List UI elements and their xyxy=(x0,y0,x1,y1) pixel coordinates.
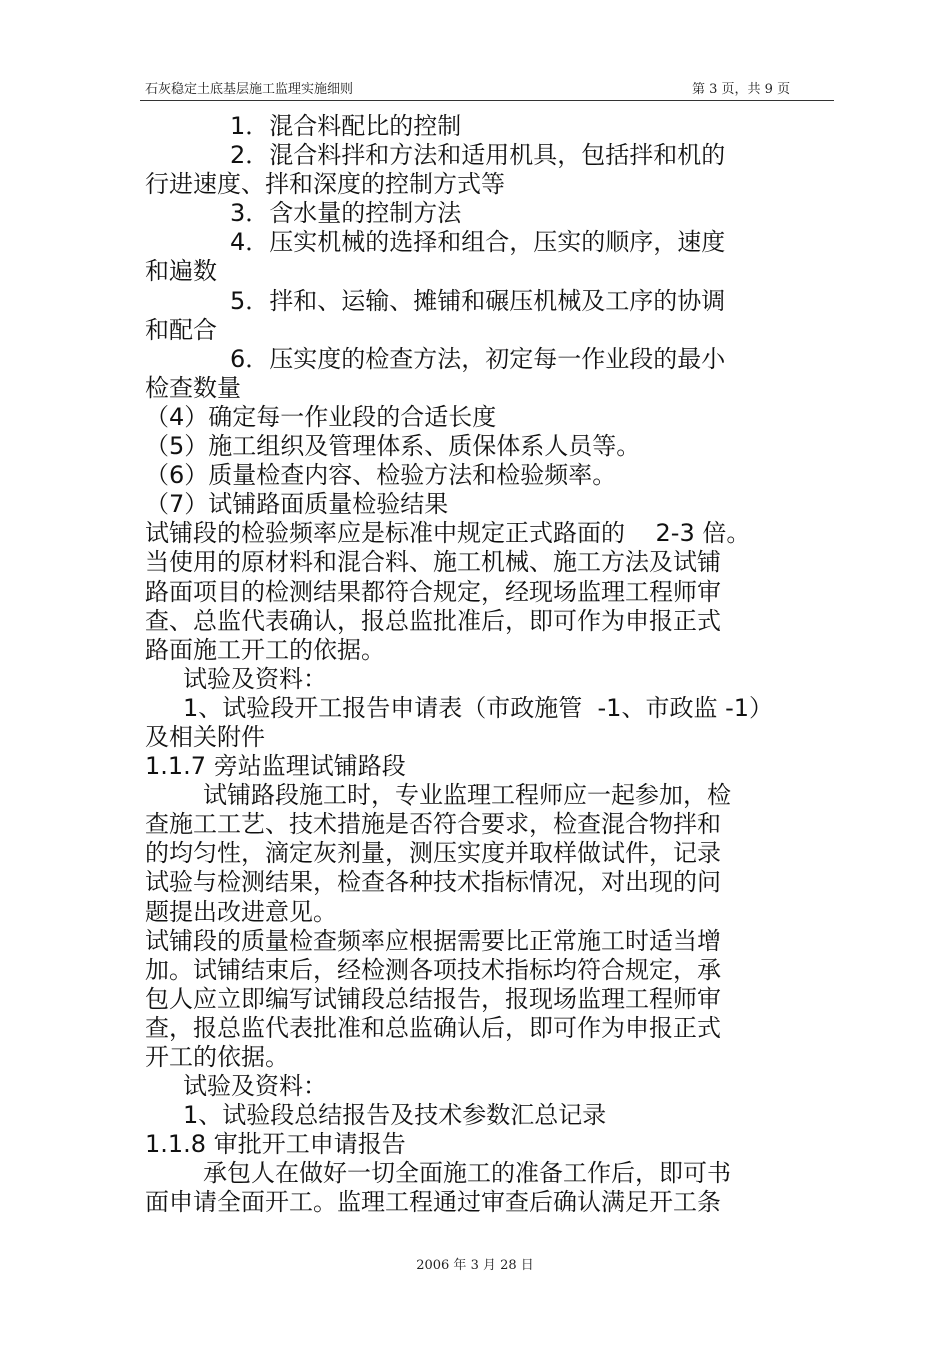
text-line: 和配合 xyxy=(145,315,217,344)
text-line: 1、试验段开工报告申请表（市政施管 -1、市政监 -1） xyxy=(183,693,774,722)
header-divider xyxy=(140,100,834,101)
document-body xyxy=(145,112,835,1218)
text-line: （7）试铺路面质量检验结果 xyxy=(145,490,449,519)
text-line: 和遍数 xyxy=(145,257,217,286)
header-title: 石灰稳定土底基层施工监理实施细则 xyxy=(145,82,354,97)
text-line: 2．混合料拌和方法和适用机具，包括拌和机的 xyxy=(230,141,726,170)
section-heading: 1.1.7 旁站监理试铺路段 xyxy=(145,752,406,781)
text-line: 路面施工开工的依据。 xyxy=(145,635,385,664)
footer-date: 2006 年 3 月 28 日 xyxy=(416,1258,534,1273)
text-line: 试铺路段施工时，专业监理工程师应一起参加，检 xyxy=(203,781,731,810)
text-line: 的均匀性，滴定灰剂量，测压实度并取样做试件，记录 xyxy=(145,839,721,868)
text-line: 及相关附件 xyxy=(145,722,265,751)
text-line: 5．拌和、运输、摊铺和碾压机械及工序的协调 xyxy=(230,286,726,315)
text-line: 试铺段的检验频率应是标准中规定正式路面的 2-3 倍。 xyxy=(145,519,751,548)
text-line: 试铺段的质量检查频率应根据需要比正常施工时适当增 xyxy=(145,926,721,955)
text-line: 加。试铺结束后，经检测各项技术指标均符合规定，承 xyxy=(145,955,721,984)
section-heading: 1.1.8 审批开工申请报告 xyxy=(145,1130,406,1159)
text-line: 路面项目的检测结果都符合规定，经现场监理工程师审 xyxy=(145,577,721,606)
text-line: 6．压实度的检查方法，初定每一作业段的最小 xyxy=(230,344,726,373)
text-line: （5）施工组织及管理体系、质保体系人员等。 xyxy=(145,432,641,461)
text-line: 1、试验段总结报告及技术参数汇总记录 xyxy=(183,1101,607,1130)
text-line: 检查数量 xyxy=(145,373,241,402)
header-page-info: 第 3 页，共 9 页 xyxy=(692,82,791,97)
text-line: 试验与检测结果，检查各种技术指标情况，对出现的问 xyxy=(145,868,721,897)
text-line: 面申请全面开工。监理工程通过审查后确认满足开工条 xyxy=(145,1188,721,1217)
text-line: 1．混合料配比的控制 xyxy=(230,112,462,140)
text-line: 查施工工艺、技术措施是否符合要求，检查混合物拌和 xyxy=(145,810,721,839)
text-line: 包人应立即编写试铺段总结报告，报现场监理工程师审 xyxy=(145,984,721,1013)
text-line: 试验及资料： xyxy=(183,1072,327,1101)
text-line: （4）确定每一作业段的合适长度 xyxy=(145,402,497,431)
text-line: 查，报总监代表批准和总监确认后，即可作为申报正式 xyxy=(145,1013,721,1042)
text-line: 行进速度、拌和深度的控制方式等 xyxy=(145,170,505,199)
text-line: 题提出改进意见。 xyxy=(145,897,337,926)
text-line: 开工的依据。 xyxy=(145,1043,289,1071)
text-line: 3．含水量的控制方法 xyxy=(230,199,462,228)
text-line: 承包人在做好一切全面施工的准备工作后，即可书 xyxy=(203,1159,731,1188)
text-line: 试验及资料： xyxy=(183,664,327,693)
text-line: 查、总监代表确认，报总监批准后，即可作为申报正式 xyxy=(145,606,721,635)
text-line: 当使用的原材料和混合料、施工机械、施工方法及试铺 xyxy=(145,548,721,577)
text-line: （6）质量检查内容、检验方法和检验频率。 xyxy=(145,461,617,490)
text-line: 4．压实机械的选择和组合，压实的顺序，速度 xyxy=(230,228,726,257)
